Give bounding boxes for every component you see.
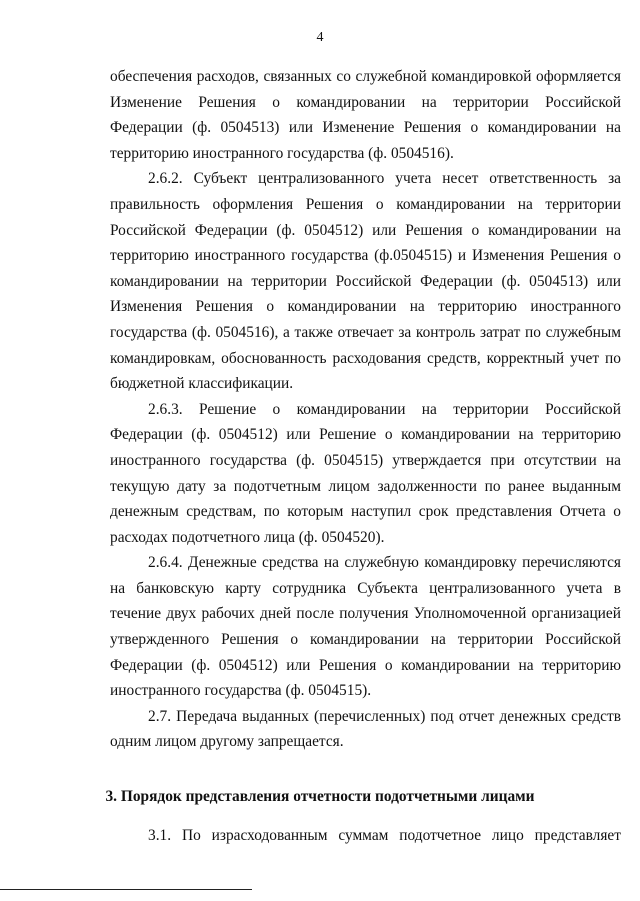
- paragraph-2-6-4: 2.6.4. Денежные средства на служебную командировку перечисляются на банковскую карту сотрудника Субъекта централизованного учета в течение двух рабочих дней после получения Уполномоченной организацией утвержденного Решения о командировании на территории Российской Федерации (ф. 0504512) или Решения о командировании на территорию иностранного государства (ф. 0504515).: [110, 554, 621, 700]
- footnote-divider: [0, 889, 252, 890]
- section-heading: 3. Порядок представления отчетности подотчетными лицами: [105, 788, 535, 805]
- paragraph-3-1: 3.1. По израсходованным суммам подотчетное лицо представляет: [148, 827, 621, 844]
- paragraph-2-6-2: 2.6.2. Субъект централизованного учета несет ответственность за правильность оформления Решения о командировании на территории Российской Федерации (ф. 0504512) или Решения о командировании на территорию иностранного государства (ф.0504515) и Изменения Решения о командировании на территории Российской Федерации (ф. 0504513) или Изменения Решения о командировании на территорию иностранного государства (ф. 0504516), а также отвечает за контроль затрат по служебным командировкам, обоснованность расходования средств, корректный учет по бюджетной классификации.: [110, 170, 621, 393]
- paragraph-2-6-3: 2.6.3. Решение о командировании на территории Российской Федерации (ф. 0504512) или Решение о командировании на территорию иностранного государства (ф. 0504515) утверждается при отсутствии на текущую дату за подотчетным лицом задолженности по ранее выданным денежным средствам, по которым наступил срок представления Отчета о расходах подотчетного лица (ф. 0504520).: [110, 400, 621, 546]
- paragraph-2-7: 2.7. Передача выданных (перечисленных) под отчет денежных средств одним лицом другому запрещается.: [110, 707, 621, 751]
- document-body: [110, 64, 621, 755]
- page-number: 4: [316, 30, 324, 45]
- paragraph-continuation: обеспечения расходов, связанных со служебной командировкой оформляется Изменение Решения о командировании на территории Российской Федерации (ф. 0504513) или Изменение Решения о командировании на территорию иностранного государства (ф. 0504516).: [110, 68, 621, 162]
